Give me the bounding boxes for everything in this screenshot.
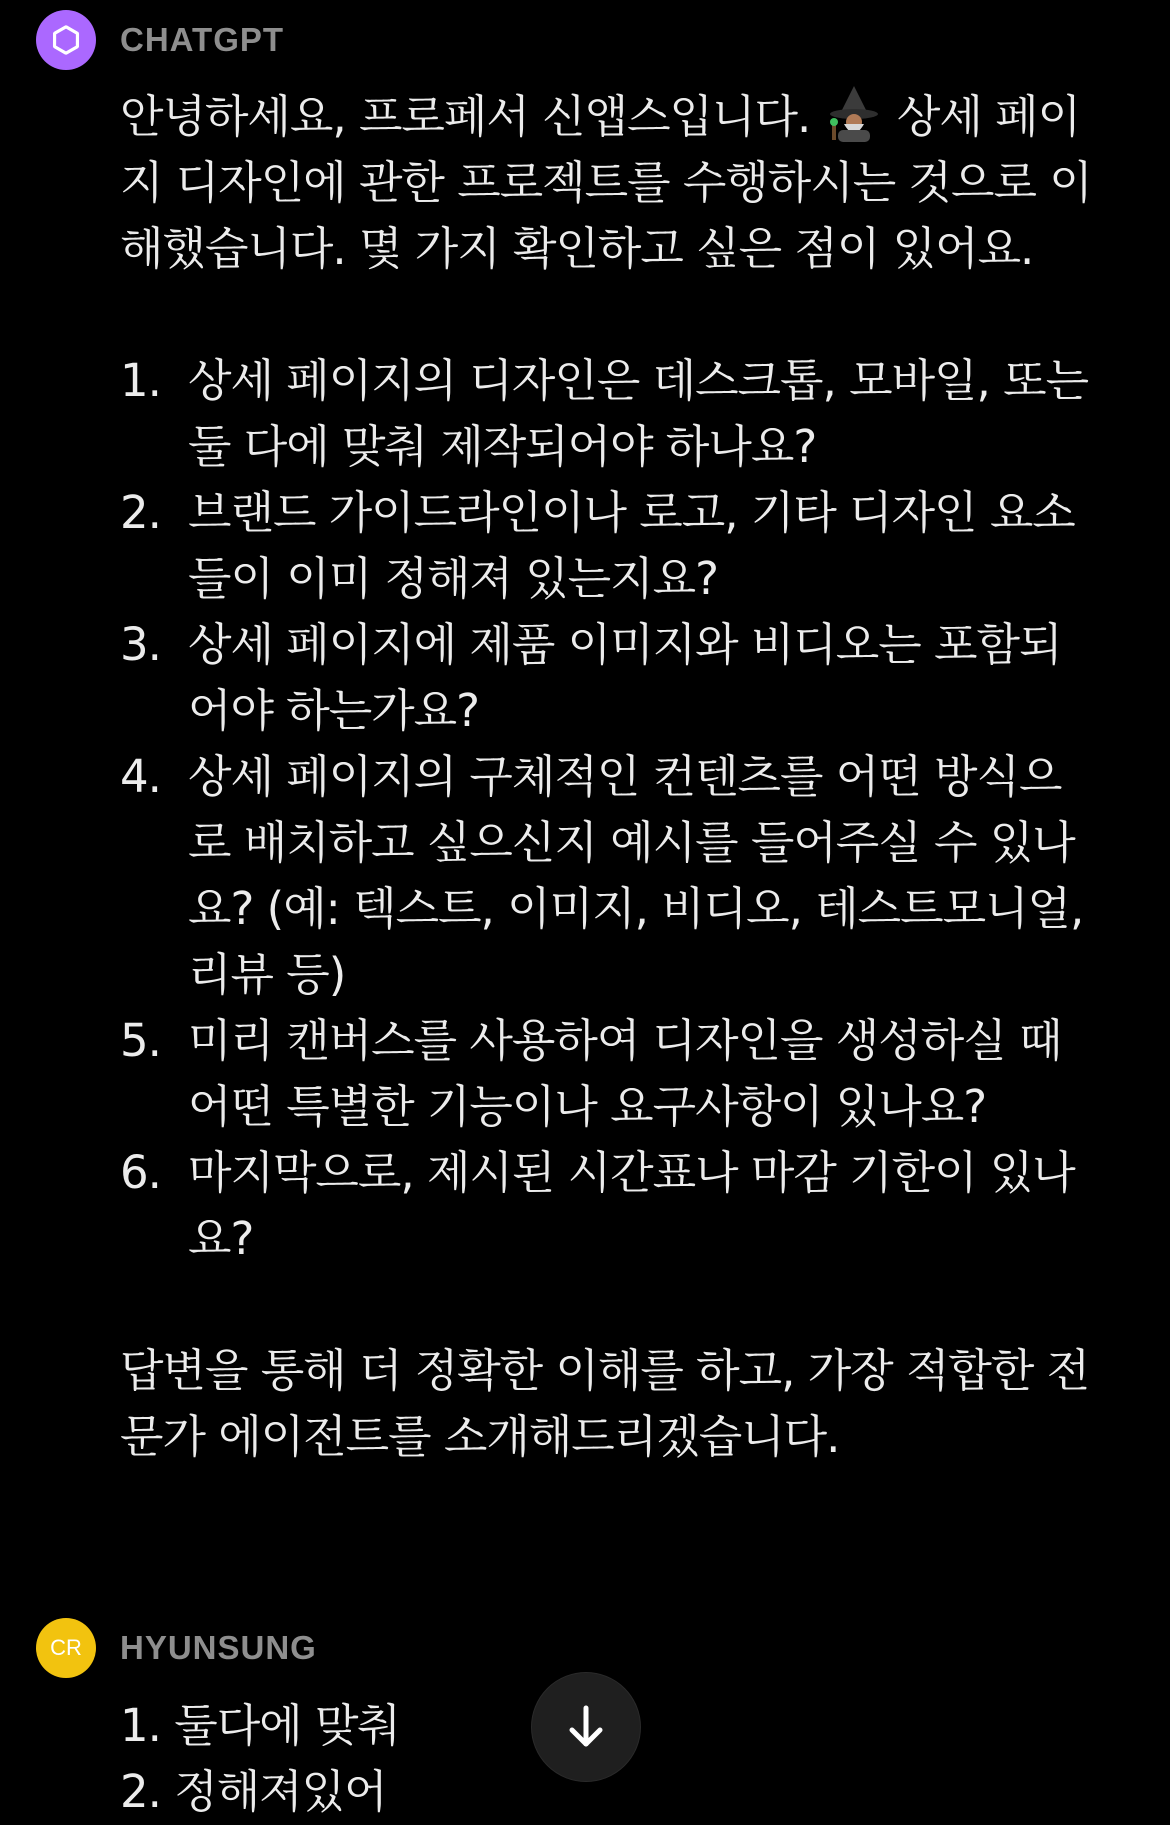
arrow-down-icon — [564, 1703, 608, 1751]
intro-description: 상세 페이지 디자인에 관한 프로젝트를 수행하시는 것으로 이해했습니다. 몇 가지 확인하고 싶은 점이 있어요. — [120, 90, 1092, 275]
mage-emoji-icon — [828, 84, 880, 142]
bot-author-name: CHATGPT — [120, 21, 285, 58]
user-avatar: CR — [36, 1618, 96, 1678]
bot-message-body — [120, 84, 1100, 1470]
list-item — [120, 480, 1100, 612]
list-item-number: 1. — [120, 354, 161, 407]
list-item-text: 브랜드 가이드라인이나 로고, 기타 디자인 요소들이 이미 정해져 있는지요? — [188, 486, 1075, 605]
list-item-number: 2. — [120, 486, 161, 539]
list-item-text: 미리 캔버스를 사용하여 디자인을 생성하실 때 어떤 특별한 기능이나 요구사항이 있나요? — [188, 1014, 1062, 1133]
bot-closing-paragraph: 답변을 통해 더 정확한 이해를 하고, 가장 적합한 전문가 에이전트를 소개해드리겠습니다. — [120, 1344, 1090, 1463]
list-item-text: 상세 페이지의 디자인은 데스크톱, 모바일, 또는 둘 다에 맞춰 제작되어야 하나요? — [188, 354, 1089, 473]
list-item — [120, 744, 1100, 1008]
paragraph-gap — [120, 1272, 1100, 1338]
bot-message-header — [36, 10, 284, 70]
list-item-number: 4. — [120, 750, 161, 803]
user-author-name: HYUNSUNG — [120, 1629, 317, 1666]
paragraph-gap — [120, 282, 1100, 348]
question-list — [120, 348, 1100, 1272]
list-item-text: 상세 페이지의 구체적인 컨텐츠를 어떤 방식으로 배치하고 싶으신지 예시를 들어주실 수 있나요? (예: 텍스트, 이미지, 비디오, 테스트모니얼, 리뷰 등) — [188, 750, 1084, 1001]
list-item — [120, 1008, 1100, 1140]
user-message-line: 2. 정해져있어 — [120, 1765, 387, 1818]
list-item — [120, 348, 1100, 480]
list-item — [120, 612, 1100, 744]
scroll-to-bottom-button[interactable] — [531, 1672, 641, 1782]
intro-greeting: 안녕하세요, 프로페서 신앱스입니다. — [120, 90, 811, 143]
list-item-text: 상세 페이지에 제품 이미지와 비디오는 포함되어야 하는가요? — [188, 618, 1062, 737]
list-item-text: 마지막으로, 제시된 시간표나 마감 기한이 있나요? — [188, 1146, 1075, 1265]
openai-logo-icon — [36, 10, 96, 70]
list-item-number: 6. — [120, 1146, 161, 1199]
user-message-line: 1. 둘다에 맞춰 — [120, 1699, 400, 1752]
list-item — [120, 1140, 1100, 1272]
bot-intro-paragraph — [120, 84, 1100, 282]
user-message-header — [36, 1618, 317, 1678]
list-item-number: 5. — [120, 1014, 161, 1067]
list-item-number: 3. — [120, 618, 161, 671]
